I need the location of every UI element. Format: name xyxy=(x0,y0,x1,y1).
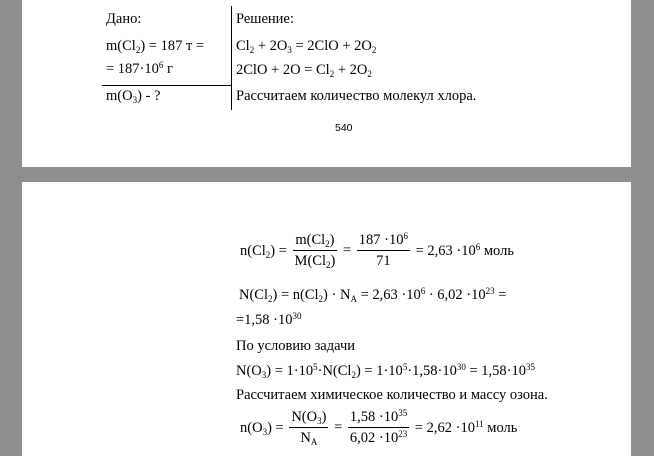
find-line: $m(O_3)$ - ? xyxy=(106,88,161,105)
given-header: Дано: xyxy=(106,11,142,27)
equation-N-o3: $N(O_3) = 1\cdot 10^5\cdot N(Cl_2) = 1\cdot 10^5\cdot 1,58\cdot 10^{30} = 1,58\cdot 10^{35}$ xyxy=(236,362,535,380)
step-text: Рассчитаем количество молекул хлора. xyxy=(236,88,477,104)
given-divider xyxy=(102,85,232,86)
column-divider xyxy=(231,6,232,110)
equation-N-cl2-cont: $=1,58 \cdot 10^{30}$ xyxy=(236,311,302,328)
given-mass-line: $m(Cl_2) = 187$ т = xyxy=(106,38,205,55)
document-page-1 xyxy=(22,0,631,167)
given-mass-grams: = $187\cdot 10^6$ г xyxy=(106,60,173,77)
equation-n-o3: $n(O_3)$ = $\frac{N(O_3)}{N_A}$ = $\frac{1,58 \cdot 10^{35}}{6,02 \cdot 10^{23}}$ = $2,62 \cdot 10^{11}$ моль xyxy=(240,408,518,447)
document-page-2 xyxy=(22,182,631,456)
equation-N-cl2: $N(Cl_2) = n(Cl_2) \cdot N_A = 2,63 \cdot 10^6 \cdot 6,02 \cdot 10^{23}$ = xyxy=(239,286,507,304)
reaction-1: $Cl_2 + 2O_3 = 2ClO + 2O_2$ xyxy=(236,38,377,55)
condition-text: По условию задачи xyxy=(236,338,356,354)
equation-n-cl2: $n(Cl_2)$ = $\frac{m(Cl_2)}{M(Cl_2)}$ = $\frac{187 \cdot 10^6}{71}$ = $2,63 \cdot 10^6$ моль xyxy=(240,231,514,270)
reaction-2: $2ClO + 2O = Cl_2 + 2O_2$ xyxy=(236,62,372,79)
step-text-ozone: Рассчитаем химическое количество и массу озона. xyxy=(236,387,548,403)
solution-header: Решение: xyxy=(236,11,294,27)
page-number: 540 xyxy=(335,122,353,134)
